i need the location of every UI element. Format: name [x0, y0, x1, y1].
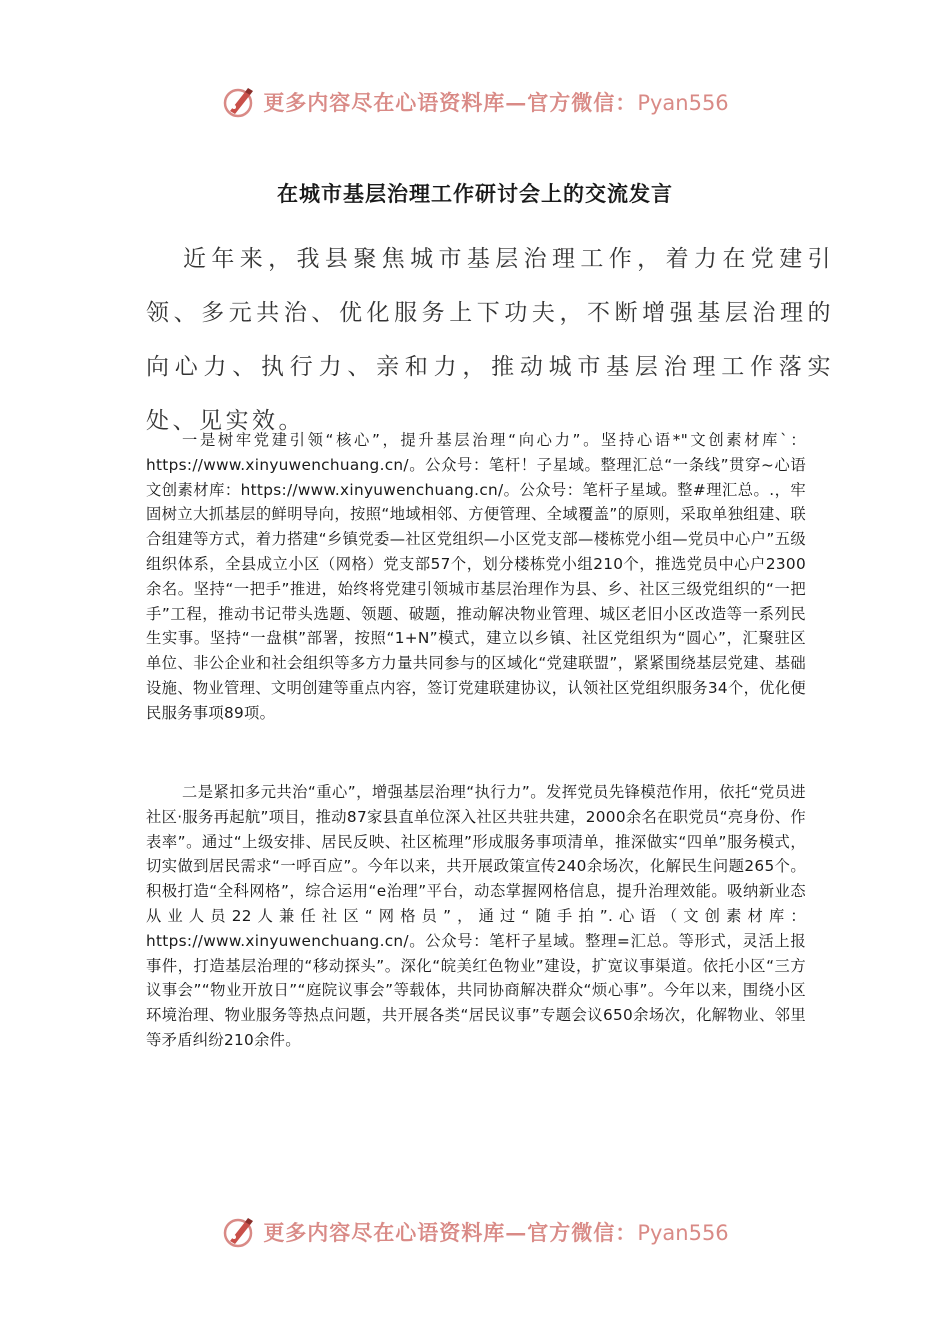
banner-label: 更多内容尽在心语资料库—官方微信：	[263, 90, 638, 115]
page-title: 在城市基层治理工作研讨会上的交流发言	[277, 182, 673, 206]
banner-text	[263, 1217, 728, 1247]
pen-nib-circle-icon	[221, 84, 257, 120]
pen-nib-circle-icon	[221, 1214, 257, 1250]
banner-text	[263, 87, 728, 117]
header-banner	[0, 82, 950, 122]
wechat-account: Pyan556	[637, 1221, 729, 1245]
footer-banner	[0, 1212, 950, 1252]
wechat-account: Pyan556	[637, 91, 729, 115]
intro-paragraph: 近年来，我县聚焦城市基层治理工作，着力在党建引领、多元共治、优化服务上下功夫，不断增强基层治理的向心力、执行力、亲和力，推动城市基层治理工作落实处、见实效。	[146, 246, 834, 434]
banner-label: 更多内容尽在心语资料库—官方微信：	[263, 1220, 638, 1245]
body-paragraph-1: 一是树牢党建引领“核心”，提升基层治理“向心力”。坚持心语*"文创素材库`：https://www.xinyuwenchuang.cn/。公众号：笔杆！子星域。整理汇总“一条线”贯穿~心语文创素材库：https://www.xinyuwenchuang.cn/。公众号：笔杆子星域。整#理汇总。.，牢固树立大抓基层的鲜明导向，按照“地域相邻、方便管理、全域覆盖”的原则，采取单独组建、联合组建等方式，着力搭建“乡镇党委—社区党组织—小区党支部—楼栋党小组—党员中心户”五级组织体系，全县成立小区（网格）党支部57个，划分楼栋党小组210个，推选党员中心户2300余名。坚持“一把手”推进，始终将党建引领城市基层治理作为县、乡、社区三级党组织的“一把手”工程，推动书记带头选题、领题、破题，推动解决物业管理、城区老旧小区改造等一系列民生实事。坚持“一盘棋”部署，按照“1+N”模式，建立以乡镇、社区党组织为“圆心”，汇聚驻区单位、非公企业和社会组织等多方力量共同参与的区域化“党建联盟”，紧紧围绕基层党建、基础设施、物业管理、文明创建等重点内容，签订党建联建协议，认领社区党组织服务34个，优化便民服务事项89项。	[146, 431, 806, 722]
body-paragraph-2: 二是紧扣多元共治“重心”，增强基层治理“执行力”。发挥党员先锋模范作用，依托“党员进社区·服务再起航”项目，推动87家县直单位深入社区共驻共建，2000余名在职党员“亮身份、作表率”。通过“上级安排、居民反映、社区梳理”形成服务事项清单，推深做实“四单”服务模式，切实做到居民需求“一呼百应”。今年以来，共开展政策宣传240余场次，化解民生问题265个。积极打造“全科网格”，综合运用“e治理”平台，动态掌握网格信息，提升治理效能。吸纳新业态从业人员22人兼任社区“网格员”，通过“随手拍”.心语（文创素材库：https://www.xinyuwenchuang.cn/。公众号：笔杆子星域。整理=汇总。等形式，灵活上报事件，打造基层治理的“移动探头”。深化“皖美红色物业”建设，扩宽议事渠道。依托小区“三方议事会”“物业开放日”“庭院议事会”等载体，共同协商解决群众“烦心事”。今年以来，围绕小区环境治理、物业服务等热点问题，共开展各类“居民议事”专题会议650余场次，化解物业、邻里等矛盾纠纷210余件。	[146, 783, 806, 1049]
